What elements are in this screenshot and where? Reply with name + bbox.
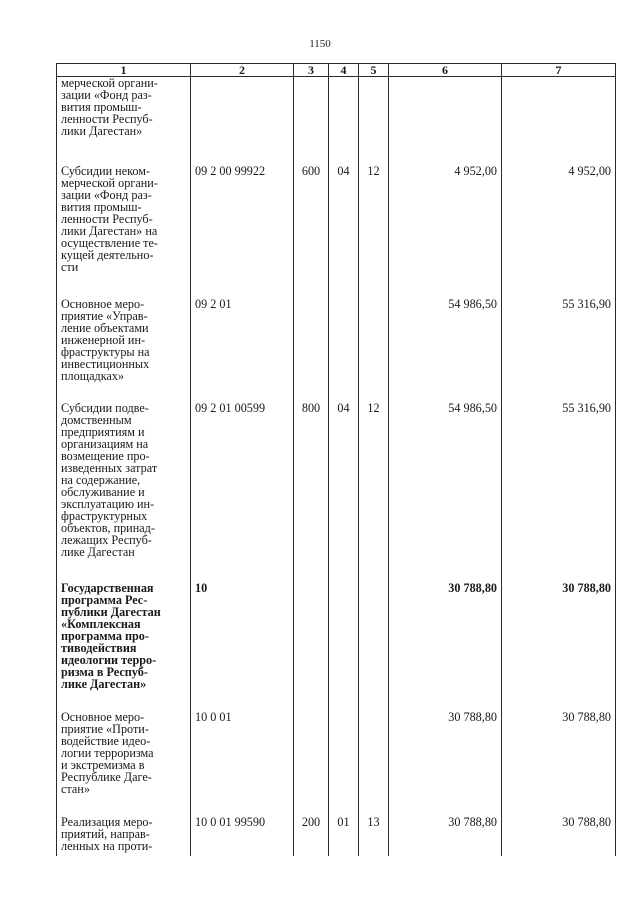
table-row	[57, 402, 616, 582]
column-header-7: 7	[502, 64, 616, 77]
column-header-2: 2	[191, 64, 294, 77]
column-header-6: 6	[389, 64, 502, 77]
page-number: 1150	[309, 38, 331, 50]
item-col4: 04	[329, 165, 359, 298]
item-col5: 13	[359, 816, 389, 856]
item-code: 10 0 01 99590	[191, 816, 294, 856]
item-name: мерческой органи- зации «Фонд раз- вития промыш- ленности Респуб- лики Дагестан»	[57, 77, 191, 166]
item-col4	[329, 298, 359, 402]
item-amount-col6	[389, 77, 502, 166]
item-col5	[359, 298, 389, 402]
column-header-4: 4	[329, 64, 359, 77]
item-code: 10 0 01	[191, 711, 294, 816]
item-code: 09 2 01 00599	[191, 402, 294, 582]
item-col4	[329, 711, 359, 816]
item-col5	[359, 582, 389, 711]
item-name: Основное меро- приятие «Управ- ление объектами инженерной ин- фраструктуры на инвестиционных площадках»	[57, 298, 191, 402]
item-col3	[294, 77, 329, 166]
item-col5	[359, 77, 389, 166]
item-amount-col6: 30 788,80	[389, 816, 502, 856]
column-header-1: 1	[57, 64, 191, 77]
table-row	[57, 77, 616, 166]
item-amount-col6: 54 986,50	[389, 298, 502, 402]
item-col3	[294, 582, 329, 711]
item-name: Реализация меро- приятий, направ- ленных на проти-	[57, 816, 191, 856]
item-amount-col7: 55 316,90	[502, 298, 616, 402]
item-amount-col6: 54 986,50	[389, 402, 502, 582]
item-col5: 12	[359, 165, 389, 298]
item-code	[191, 77, 294, 166]
item-col3: 800	[294, 402, 329, 582]
budget-table	[56, 63, 616, 856]
item-name: Субсидии подве- домственным предприятиям и организациям на возмещение про- изведенных затрат на содержание, обслуживание и эксплуатацию ин- фраструктурных объектов, принад- лежащих Респуб- лике Дагестан	[57, 402, 191, 582]
item-col4	[329, 77, 359, 166]
item-col5: 12	[359, 402, 389, 582]
item-amount-col7: 30 788,80	[502, 711, 616, 816]
item-code: 10	[191, 582, 294, 711]
table-row	[57, 298, 616, 402]
header-row	[57, 64, 616, 77]
item-col3: 600	[294, 165, 329, 298]
item-amount-col7: 30 788,80	[502, 816, 616, 856]
item-name: Субсидии неком- мерческой органи- зации «Фонд раз- вития промыш- ленности Респуб- лики Дагестан» на осуществление те- кущей деятельно- сти	[57, 165, 191, 298]
item-amount-col6: 30 788,80	[389, 582, 502, 711]
table-row	[57, 165, 616, 298]
column-header-5: 5	[359, 64, 389, 77]
item-col4	[329, 582, 359, 711]
column-header-3: 3	[294, 64, 329, 77]
item-col4: 04	[329, 402, 359, 582]
item-col3: 200	[294, 816, 329, 856]
table-row	[57, 816, 616, 856]
item-name: Основное меро- приятие «Проти- водействие идео- логии терроризма и экстремизма в Республике Даге- стан»	[57, 711, 191, 816]
item-col3	[294, 298, 329, 402]
item-amount-col7	[502, 77, 616, 166]
item-col4: 01	[329, 816, 359, 856]
item-name: Государственная программа Рес- публики Дагестан «Комплексная программа про- тиводействия идеологии терро- ризма в Респуб- лике Дагестан»	[57, 582, 191, 711]
item-amount-col7: 30 788,80	[502, 582, 616, 711]
item-col3	[294, 711, 329, 816]
item-amount-col6: 4 952,00	[389, 165, 502, 298]
item-col5	[359, 711, 389, 816]
item-code: 09 2 01	[191, 298, 294, 402]
table-row-program	[57, 582, 616, 711]
item-code: 09 2 00 99922	[191, 165, 294, 298]
item-amount-col7: 55 316,90	[502, 402, 616, 582]
item-amount-col6: 30 788,80	[389, 711, 502, 816]
item-amount-col7: 4 952,00	[502, 165, 616, 298]
table-row	[57, 711, 616, 816]
